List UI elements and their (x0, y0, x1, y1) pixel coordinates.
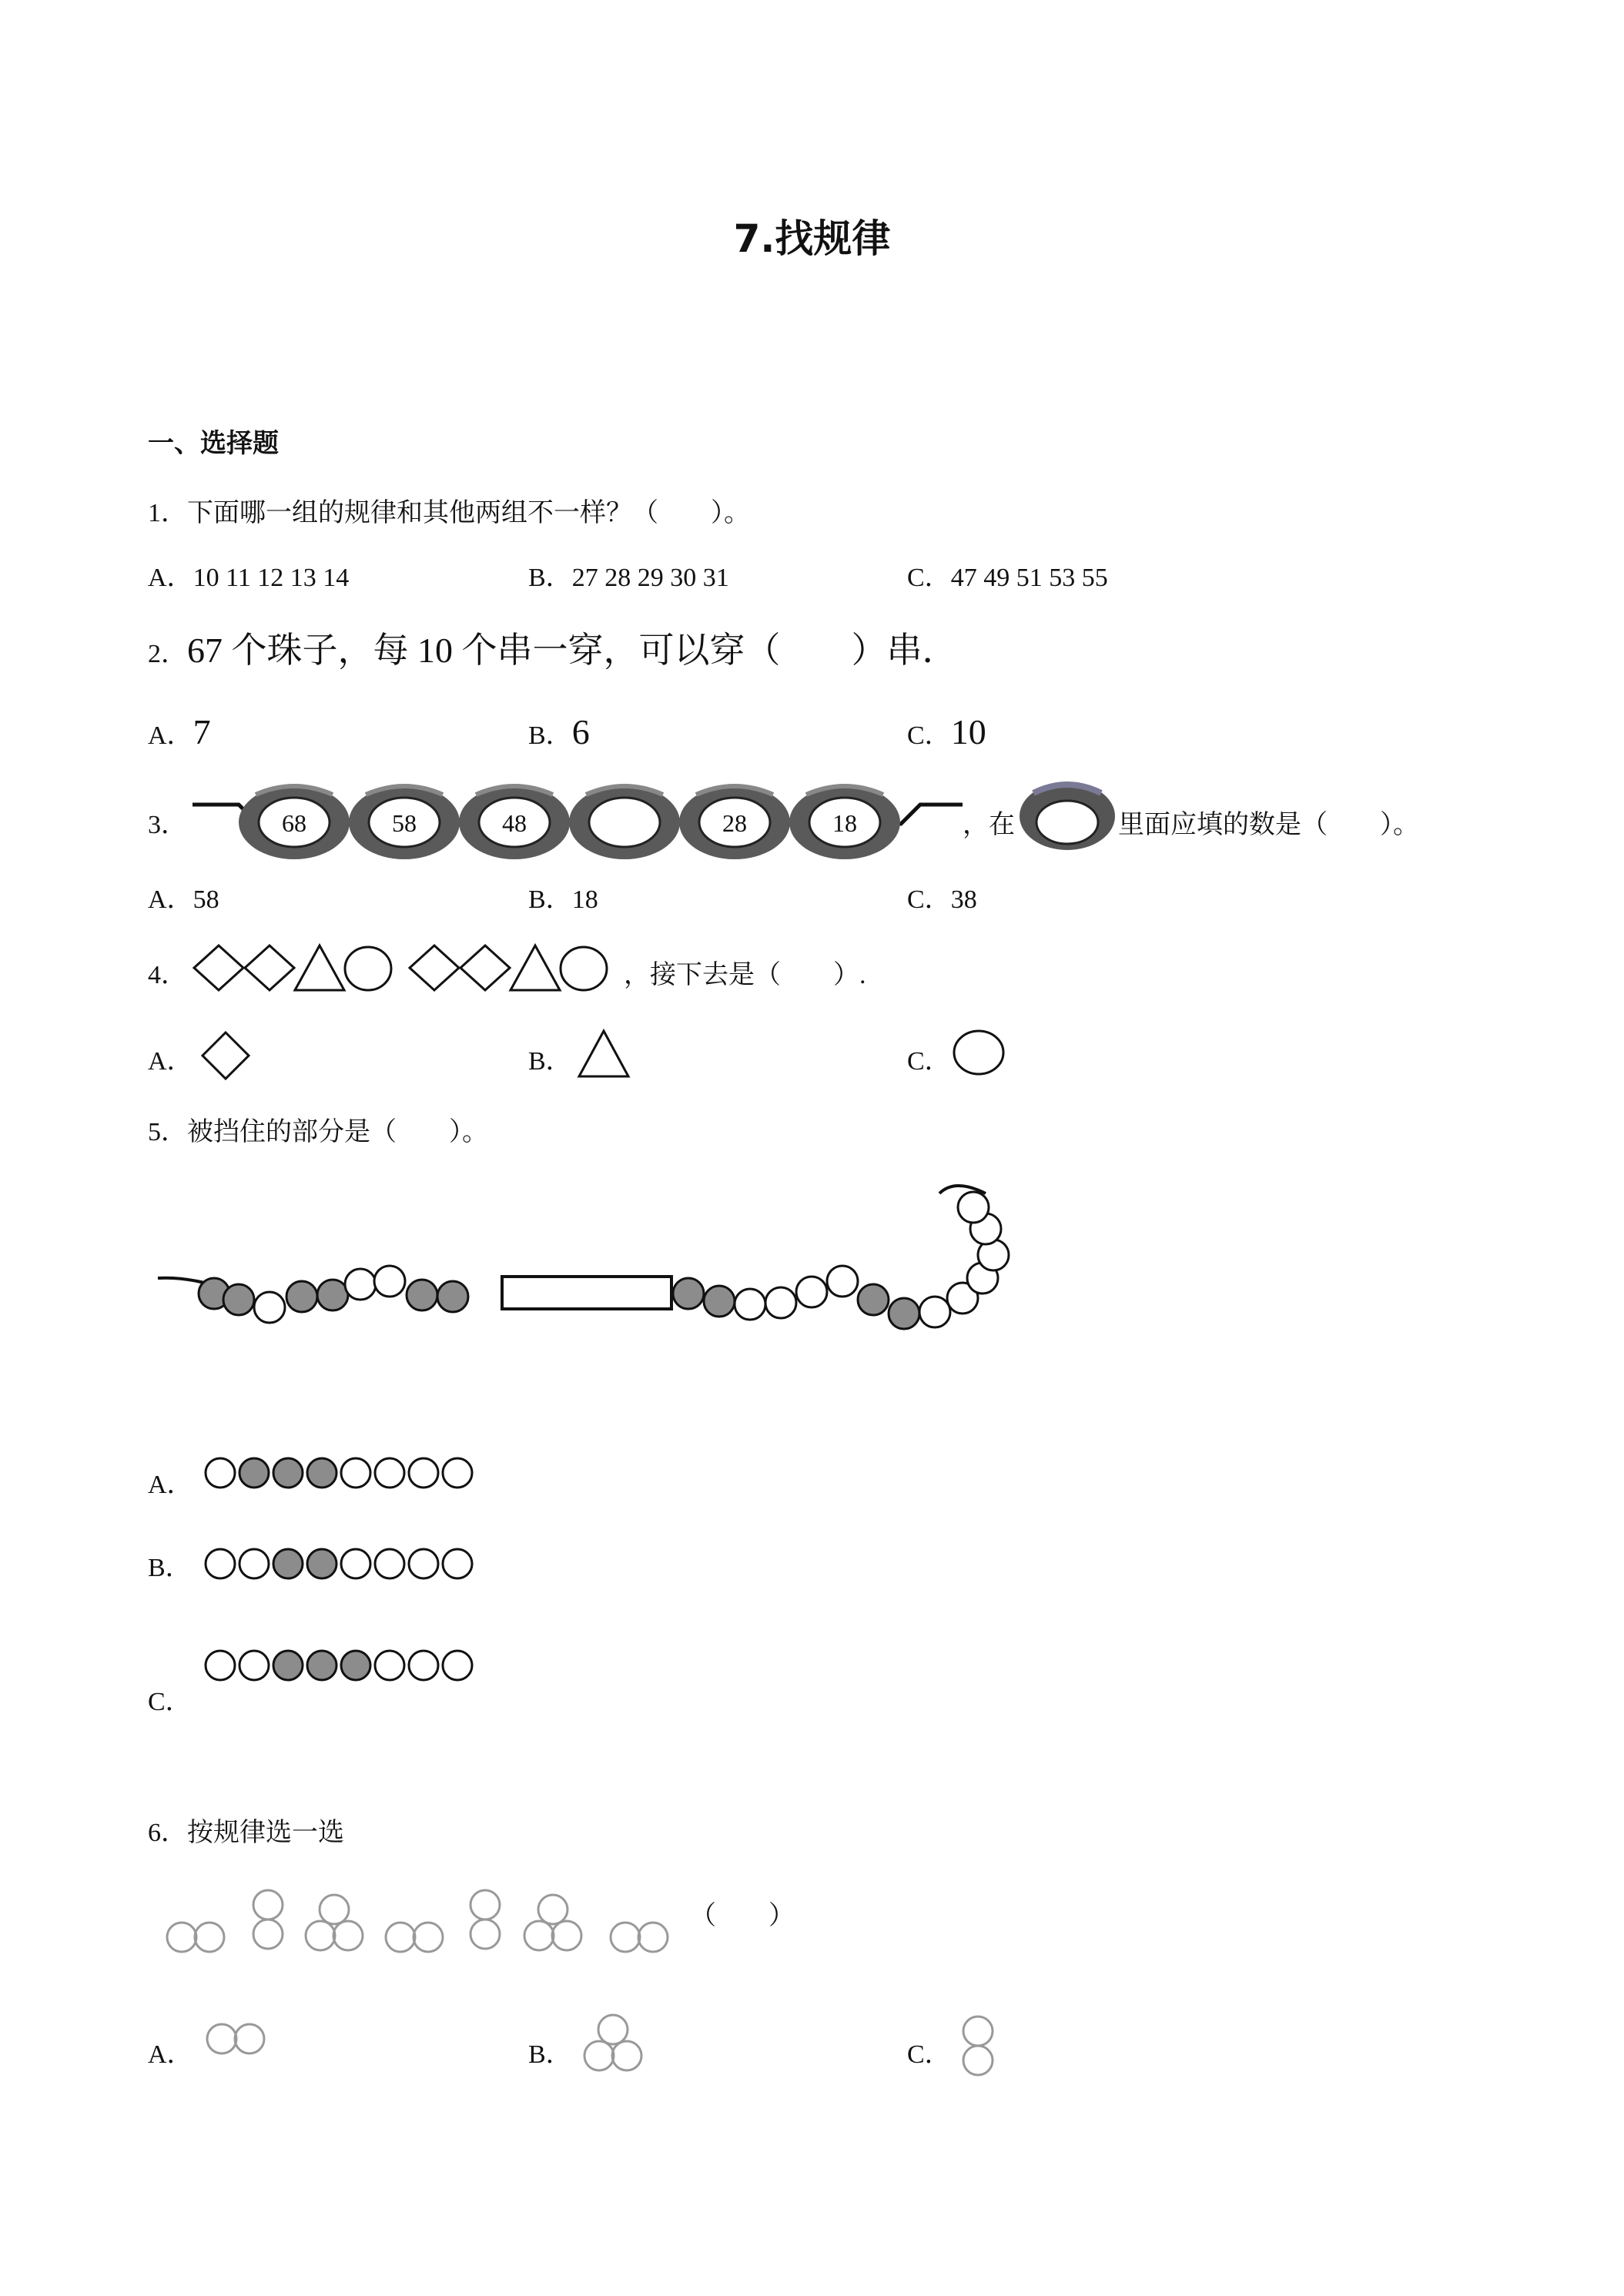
option-text: 18 (571, 885, 598, 914)
question-2 (148, 622, 958, 673)
option-label: B． (528, 564, 572, 592)
q4-option-a[interactable] (148, 1039, 193, 1077)
q6-option-b[interactable] (528, 2033, 572, 2070)
option-label: A． (148, 564, 193, 592)
gray-bead (341, 1651, 370, 1680)
gray-bead (307, 1549, 337, 1578)
q5-option-c-beads (202, 1646, 494, 1685)
white-bead (409, 1651, 438, 1680)
q4-text: ，接下去是（ ）. (624, 961, 866, 989)
option-text: 6 (571, 712, 590, 751)
q5-option-b-beads (202, 1545, 494, 1583)
q4-shape-sequence (193, 941, 624, 995)
question-text: 按规律选一选 (187, 1819, 344, 1847)
option-text: 47 49 51 53 55 (950, 564, 1108, 592)
gray-bead (307, 1458, 337, 1488)
gray-bead (704, 1286, 735, 1317)
q3-bead-number: 18 (832, 809, 857, 837)
option-label: B． (528, 721, 572, 750)
question-number: 5． (148, 1118, 187, 1146)
white-bead (206, 1549, 235, 1578)
q3-option-a[interactable] (148, 878, 219, 915)
q3-beads (239, 785, 900, 859)
gray-bead (273, 1458, 303, 1488)
gray-bead (437, 1281, 468, 1312)
white-bead (958, 1192, 989, 1223)
white-bead (254, 1292, 285, 1323)
q3-bead (569, 785, 680, 859)
gray-bead (286, 1281, 317, 1312)
page-title: 7.找规律 (733, 216, 891, 261)
option-label: A． (148, 1047, 193, 1076)
option-text: 27 28 29 30 31 (571, 564, 729, 592)
gray-bead (317, 1280, 348, 1310)
gray-bead (407, 1280, 437, 1310)
q3-bead (459, 785, 570, 859)
q2-option-c[interactable] (907, 711, 986, 752)
question-text: 被挡住的部分是（ ）。 (187, 1118, 488, 1146)
white-bead (409, 1549, 438, 1578)
option-text: 58 (193, 885, 219, 914)
question-6 (148, 1811, 344, 1849)
three-circles-pyramid-icon (576, 2008, 650, 2082)
q3-text-end: 里面应填的数是（ ）。 (1118, 811, 1419, 839)
q5-option-a[interactable] (148, 1463, 193, 1501)
white-bead (443, 1549, 472, 1578)
white-bead (409, 1458, 438, 1488)
option-label: C． (907, 721, 951, 750)
q3-bead-number: 28 (722, 809, 747, 837)
white-bead (345, 1269, 376, 1300)
white-bead (239, 1549, 269, 1578)
option-text: 10 (950, 712, 986, 751)
q1-option-b[interactable] (528, 556, 729, 594)
question-text: 67 个珠子，每 10 个串一穿，可以穿（ ）串． (187, 631, 958, 670)
white-bead (827, 1266, 858, 1297)
option-label: A． (148, 2040, 193, 2069)
white-bead (443, 1651, 472, 1680)
q2-option-a[interactable] (148, 711, 211, 752)
q5-option-b[interactable] (148, 1546, 192, 1584)
q1-option-c[interactable] (907, 556, 1108, 594)
gray-bead (307, 1651, 337, 1680)
white-bead (375, 1651, 404, 1680)
question-number: 6． (148, 1819, 187, 1847)
option-label: B． (528, 1047, 572, 1076)
gray-bead (889, 1298, 919, 1329)
diamond-icon (245, 946, 294, 990)
white-bead (765, 1287, 796, 1318)
q5-bead-string (154, 1178, 1063, 1355)
triangle-icon (576, 1027, 631, 1081)
white-bead (735, 1289, 765, 1320)
option-text: 38 (950, 885, 977, 914)
q6-option-c[interactable] (907, 2033, 951, 2070)
q6-blank: （ ） (690, 1902, 795, 1930)
gray-bead (858, 1284, 889, 1315)
q3-bead (679, 785, 790, 859)
option-text: 7 (193, 712, 211, 751)
triangle-icon (511, 946, 560, 990)
q3-bead-number: 68 (282, 809, 306, 837)
q5-option-a-beads (202, 1454, 494, 1492)
section-heading: 一、选择题 (148, 430, 279, 458)
q3-bead (349, 785, 460, 859)
q3-option-b[interactable] (528, 878, 598, 915)
q3-blank-bead-icon (1018, 779, 1117, 853)
white-bead (206, 1458, 235, 1488)
gray-bead (239, 1458, 269, 1488)
diamond-icon (194, 946, 243, 990)
white-bead (443, 1458, 472, 1488)
q3-bead (239, 785, 350, 859)
question-text: 下面哪一组的规律和其他两组不一样？（ ）。 (187, 499, 750, 527)
option-label: B． (528, 885, 572, 914)
q2-option-b[interactable] (528, 711, 590, 752)
gray-bead (273, 1651, 303, 1680)
option-label: C． (907, 564, 951, 592)
option-label: A． (148, 721, 193, 750)
white-bead (341, 1549, 370, 1578)
option-text: 10 11 12 13 14 (193, 564, 350, 592)
question-number: 2． (148, 640, 187, 668)
q6-circle-pattern (163, 1879, 687, 1963)
option-label: B． (148, 1554, 192, 1582)
question-number: 1． (148, 499, 187, 527)
gray-bead (223, 1284, 254, 1315)
q3-bead-string (193, 778, 970, 870)
gray-bead (273, 1549, 303, 1578)
two-circles-vertical-icon (955, 2010, 1001, 2087)
q6-option-a[interactable] (148, 2033, 193, 2070)
circle-icon (561, 947, 607, 990)
option-label: C． (907, 1047, 951, 1076)
q5-option-c[interactable] (148, 1680, 192, 1718)
option-label: C． (907, 885, 951, 914)
option-label: C． (907, 2040, 951, 2069)
q3-bead-number: 58 (392, 809, 417, 837)
gray-bead (673, 1278, 704, 1309)
q4-option-b[interactable] (528, 1039, 572, 1077)
circle-icon (345, 947, 391, 990)
circle-icon (950, 1027, 1007, 1078)
white-bead (374, 1266, 405, 1297)
option-label: A． (148, 885, 193, 914)
q1-option-a[interactable] (148, 556, 349, 594)
option-label: A． (148, 1471, 193, 1499)
question-1 (148, 491, 750, 529)
white-bead (375, 1458, 404, 1488)
q3-text-mid: ，在 (963, 811, 1015, 839)
q4-option-c[interactable] (907, 1039, 951, 1077)
white-bead (239, 1651, 269, 1680)
two-circles-horizontal-icon (200, 2017, 274, 2060)
question-3-number: 3． (148, 811, 187, 839)
q3-option-c[interactable] (907, 878, 977, 915)
white-bead (341, 1458, 370, 1488)
question-5 (148, 1110, 488, 1148)
diamond-icon (410, 946, 459, 990)
option-label: B． (528, 2040, 572, 2069)
white-bead (375, 1549, 404, 1578)
triangle-icon (295, 946, 344, 990)
white-bead (919, 1297, 950, 1327)
diamond-icon (460, 946, 510, 990)
question-4-number: 4． (148, 961, 187, 989)
white-bead (796, 1277, 827, 1307)
q5-cover-box (502, 1277, 671, 1309)
diamond-icon (199, 1029, 253, 1083)
q3-bead (789, 785, 900, 859)
option-label: C． (148, 1688, 192, 1716)
white-bead (206, 1651, 235, 1680)
q3-bead-number: 48 (502, 809, 527, 837)
